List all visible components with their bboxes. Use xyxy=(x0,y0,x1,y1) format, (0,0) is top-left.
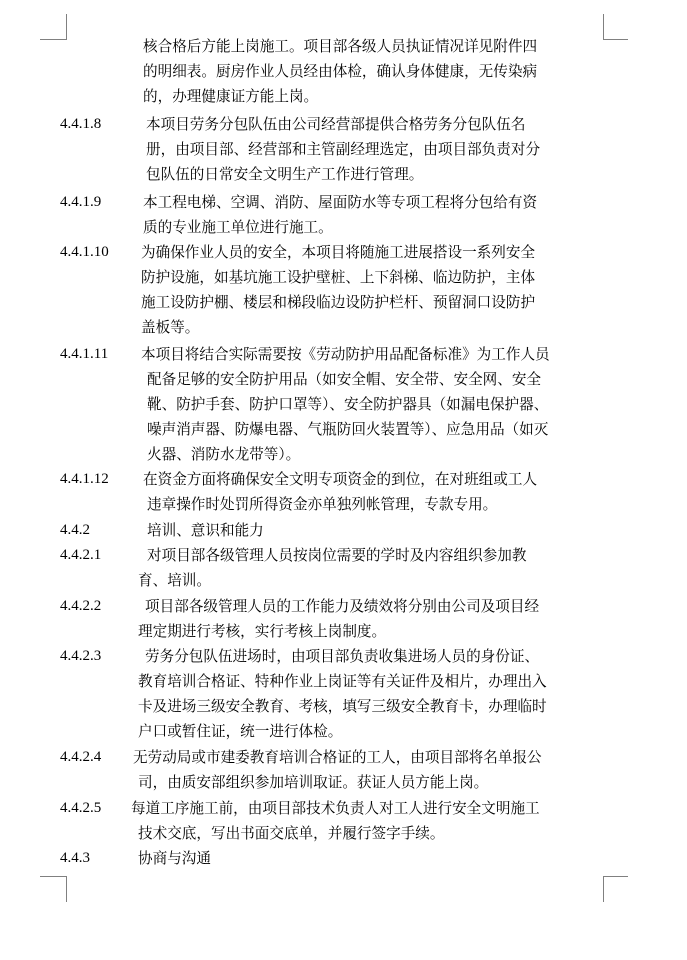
clause-line: 配备足够的安全防护用品（如安全帽、安全带、安全网、安全 xyxy=(147,371,542,388)
clause-number: 4.4.2.5 xyxy=(60,800,102,816)
crop-mark-top-left xyxy=(40,39,66,40)
clause-number: 4.4.1.10 xyxy=(60,244,109,260)
clause-line: 劳务分包队伍进场时，由项目部负责收集进场人员的身份证、 xyxy=(145,648,540,665)
clause-line: 噪声消声器、防爆电器、气瓶防回火装置等）、应急用品（如灭 xyxy=(147,421,549,438)
clause-number: 4.4.2.2 xyxy=(60,598,102,614)
section-title: 协商与沟通 xyxy=(138,850,211,867)
crop-mark-bottom-left xyxy=(66,876,67,902)
clause-line: 卡及进场三级安全教育、考核，填写三级安全教育卡，办理临时 xyxy=(138,698,547,715)
clause-line: 育、培训。 xyxy=(138,572,211,589)
clause-line: 在资金方面将确保安全文明专项资金的到位，在对班组或工人 xyxy=(143,471,538,488)
paragraph-line: 核合格后方能上岗施工。项目部各级人员执证情况详见附件四 xyxy=(143,38,538,55)
paragraph-line: 的，办理健康证方能上岗。 xyxy=(143,88,319,105)
clause-line: 盖板等。 xyxy=(141,319,200,336)
clause-line: 防护设施，如基坑施工设护壁桩、上下斜梯、临边防护，主体 xyxy=(141,269,536,286)
clause-number: 4.4.1.11 xyxy=(60,346,109,362)
section-title: 培训、意识和能力 xyxy=(147,522,264,539)
clause-number: 4.4.2.1 xyxy=(60,547,102,563)
clause-line: 为确保作业人员的安全，本项目将随施工进展搭设一系列安全 xyxy=(141,244,536,261)
clause-line: 本工程电梯、空调、消防、屋面防水等专项工程将分包给有资 xyxy=(143,194,538,211)
clause-number: 4.4.1.8 xyxy=(60,116,102,132)
clause-line: 火器、消防水龙带等）。 xyxy=(147,446,301,463)
clause-line: 对项目部各级管理人员按岗位需要的学时及内容组织参加教 xyxy=(147,547,527,564)
clause-line: 无劳动局或市建委教育培训合格证的工人，由项目部将名单报公 xyxy=(133,749,542,766)
clause-number: 4.4.1.12 xyxy=(60,471,109,487)
clause-line: 册，由项目部、经营部和主管副经理选定，由项目部负责对分 xyxy=(146,141,541,158)
clause-number: 4.4.2.3 xyxy=(60,648,102,664)
crop-mark-top-left xyxy=(66,14,67,40)
clause-line: 教育培训合格证、特种作业上岗证等有关证件及相片，办理出入 xyxy=(138,673,547,690)
paragraph-line: 的明细表。厨房作业人员经由体检，确认身体健康，无传染病 xyxy=(143,63,538,80)
crop-mark-top-right xyxy=(603,14,604,40)
clause-number: 4.4.2.4 xyxy=(60,749,102,765)
clause-line: 本项目将结合实际需要按《劳动防护用品配备标准》为工作人员 xyxy=(141,346,550,363)
clause-line: 质的专业施工单位进行施工。 xyxy=(143,219,333,236)
clause-line: 施工设防护棚、楼层和梯段临边设防护栏杆、预留洞口设防护 xyxy=(141,294,536,311)
clause-line: 每道工序施工前，由项目部技术负责人对工人进行安全文明施工 xyxy=(131,800,540,817)
crop-mark-bottom-right xyxy=(604,876,628,877)
crop-mark-top-right xyxy=(604,39,628,40)
crop-mark-bottom-left xyxy=(40,876,66,877)
clause-line: 包队伍的日常安全文明生产工作进行管理。 xyxy=(146,166,424,183)
clause-line: 本项目劳务分包队伍由公司经营部提供合格劳务分包队伍名 xyxy=(146,116,526,133)
clause-line: 理定期进行考核，实行考核上岗制度。 xyxy=(138,623,387,640)
clause-line: 司，由质安部组织参加培训取证。获证人员方能上岗。 xyxy=(138,774,489,791)
clause-line: 违章操作时处罚所得资金亦单独列帐管理，专款专用。 xyxy=(147,496,498,513)
clause-line: 项目部各级管理人员的工作能力及绩效将分别由公司及项目经 xyxy=(145,598,540,615)
clause-line: 靴、防护手套、防护口罩等）、安全防护器具（如漏电保护器、 xyxy=(147,396,549,413)
crop-mark-bottom-right xyxy=(603,876,604,902)
clause-number: 4.4.1.9 xyxy=(60,194,102,210)
section-number: 4.4.3 xyxy=(60,850,90,866)
clause-line: 技术交底，写出书面交底单，并履行签字手续。 xyxy=(138,825,445,842)
clause-line: 户口或暂住证，统一进行体检。 xyxy=(138,723,343,740)
section-number: 4.4.2 xyxy=(60,522,90,538)
